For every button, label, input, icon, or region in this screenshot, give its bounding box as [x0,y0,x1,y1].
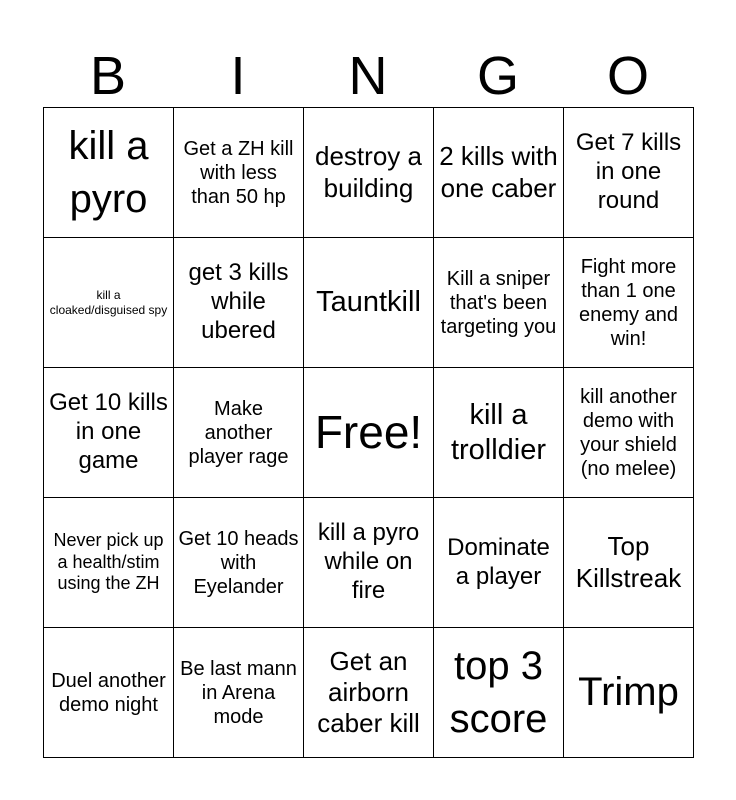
bingo-cell[interactable]: Get a ZH kill with less than 50 hp [174,108,304,238]
bingo-cell[interactable]: Be last mann in Arena mode [174,628,304,758]
bingo-cell[interactable]: 2 kills with one caber [434,108,564,238]
bingo-cell[interactable]: top 3 score [434,628,564,758]
header-letter-n: N [348,46,388,106]
free-space-cell[interactable]: Free! [304,368,434,498]
board-row [44,368,694,498]
board-row [44,108,694,238]
bingo-header [43,44,693,108]
bingo-cell[interactable]: Never pick up a health/stim using the ZH [44,498,174,628]
bingo-cell[interactable]: kill a cloaked/disguised spy [44,238,174,368]
bingo-cell[interactable]: destroy a building [304,108,434,238]
bingo-board [43,107,694,758]
board-row [44,238,694,368]
bingo-cell[interactable]: Get 7 kills in one round [564,108,694,238]
bingo-cell[interactable]: Dominate a player [434,498,564,628]
bingo-cell[interactable]: Fight more than 1 one enemy and win! [564,238,694,368]
bingo-cell[interactable]: Top Killstreak [564,498,694,628]
bingo-cell[interactable]: Tauntkill [304,238,434,368]
bingo-cell[interactable]: get 3 kills while ubered [174,238,304,368]
header-letter-i: I [230,46,246,106]
bingo-cell[interactable]: Trimp [564,628,694,758]
header-letter-b: B [89,46,127,106]
bingo-cell[interactable]: Get an airborn caber kill [304,628,434,758]
bingo-cell[interactable]: kill a pyro [44,108,174,238]
bingo-cell[interactable]: Get 10 heads with Eyelander [174,498,304,628]
bingo-cell[interactable]: Kill a sniper that's been targeting you [434,238,564,368]
board-row [44,628,694,758]
bingo-cell[interactable]: Duel another demo night [44,628,174,758]
bingo-cell[interactable]: kill a pyro while on fire [304,498,434,628]
bingo-cell[interactable]: kill a trolldier [434,368,564,498]
bingo-cell[interactable]: kill another demo with your shield (no melee) [564,368,694,498]
header-letter-o: O [606,46,649,106]
bingo-cell[interactable]: Make another player rage [174,368,304,498]
header-letter-g: G [476,46,519,106]
board-row [44,498,694,628]
bingo-cell[interactable]: Get 10 kills in one game [44,368,174,498]
